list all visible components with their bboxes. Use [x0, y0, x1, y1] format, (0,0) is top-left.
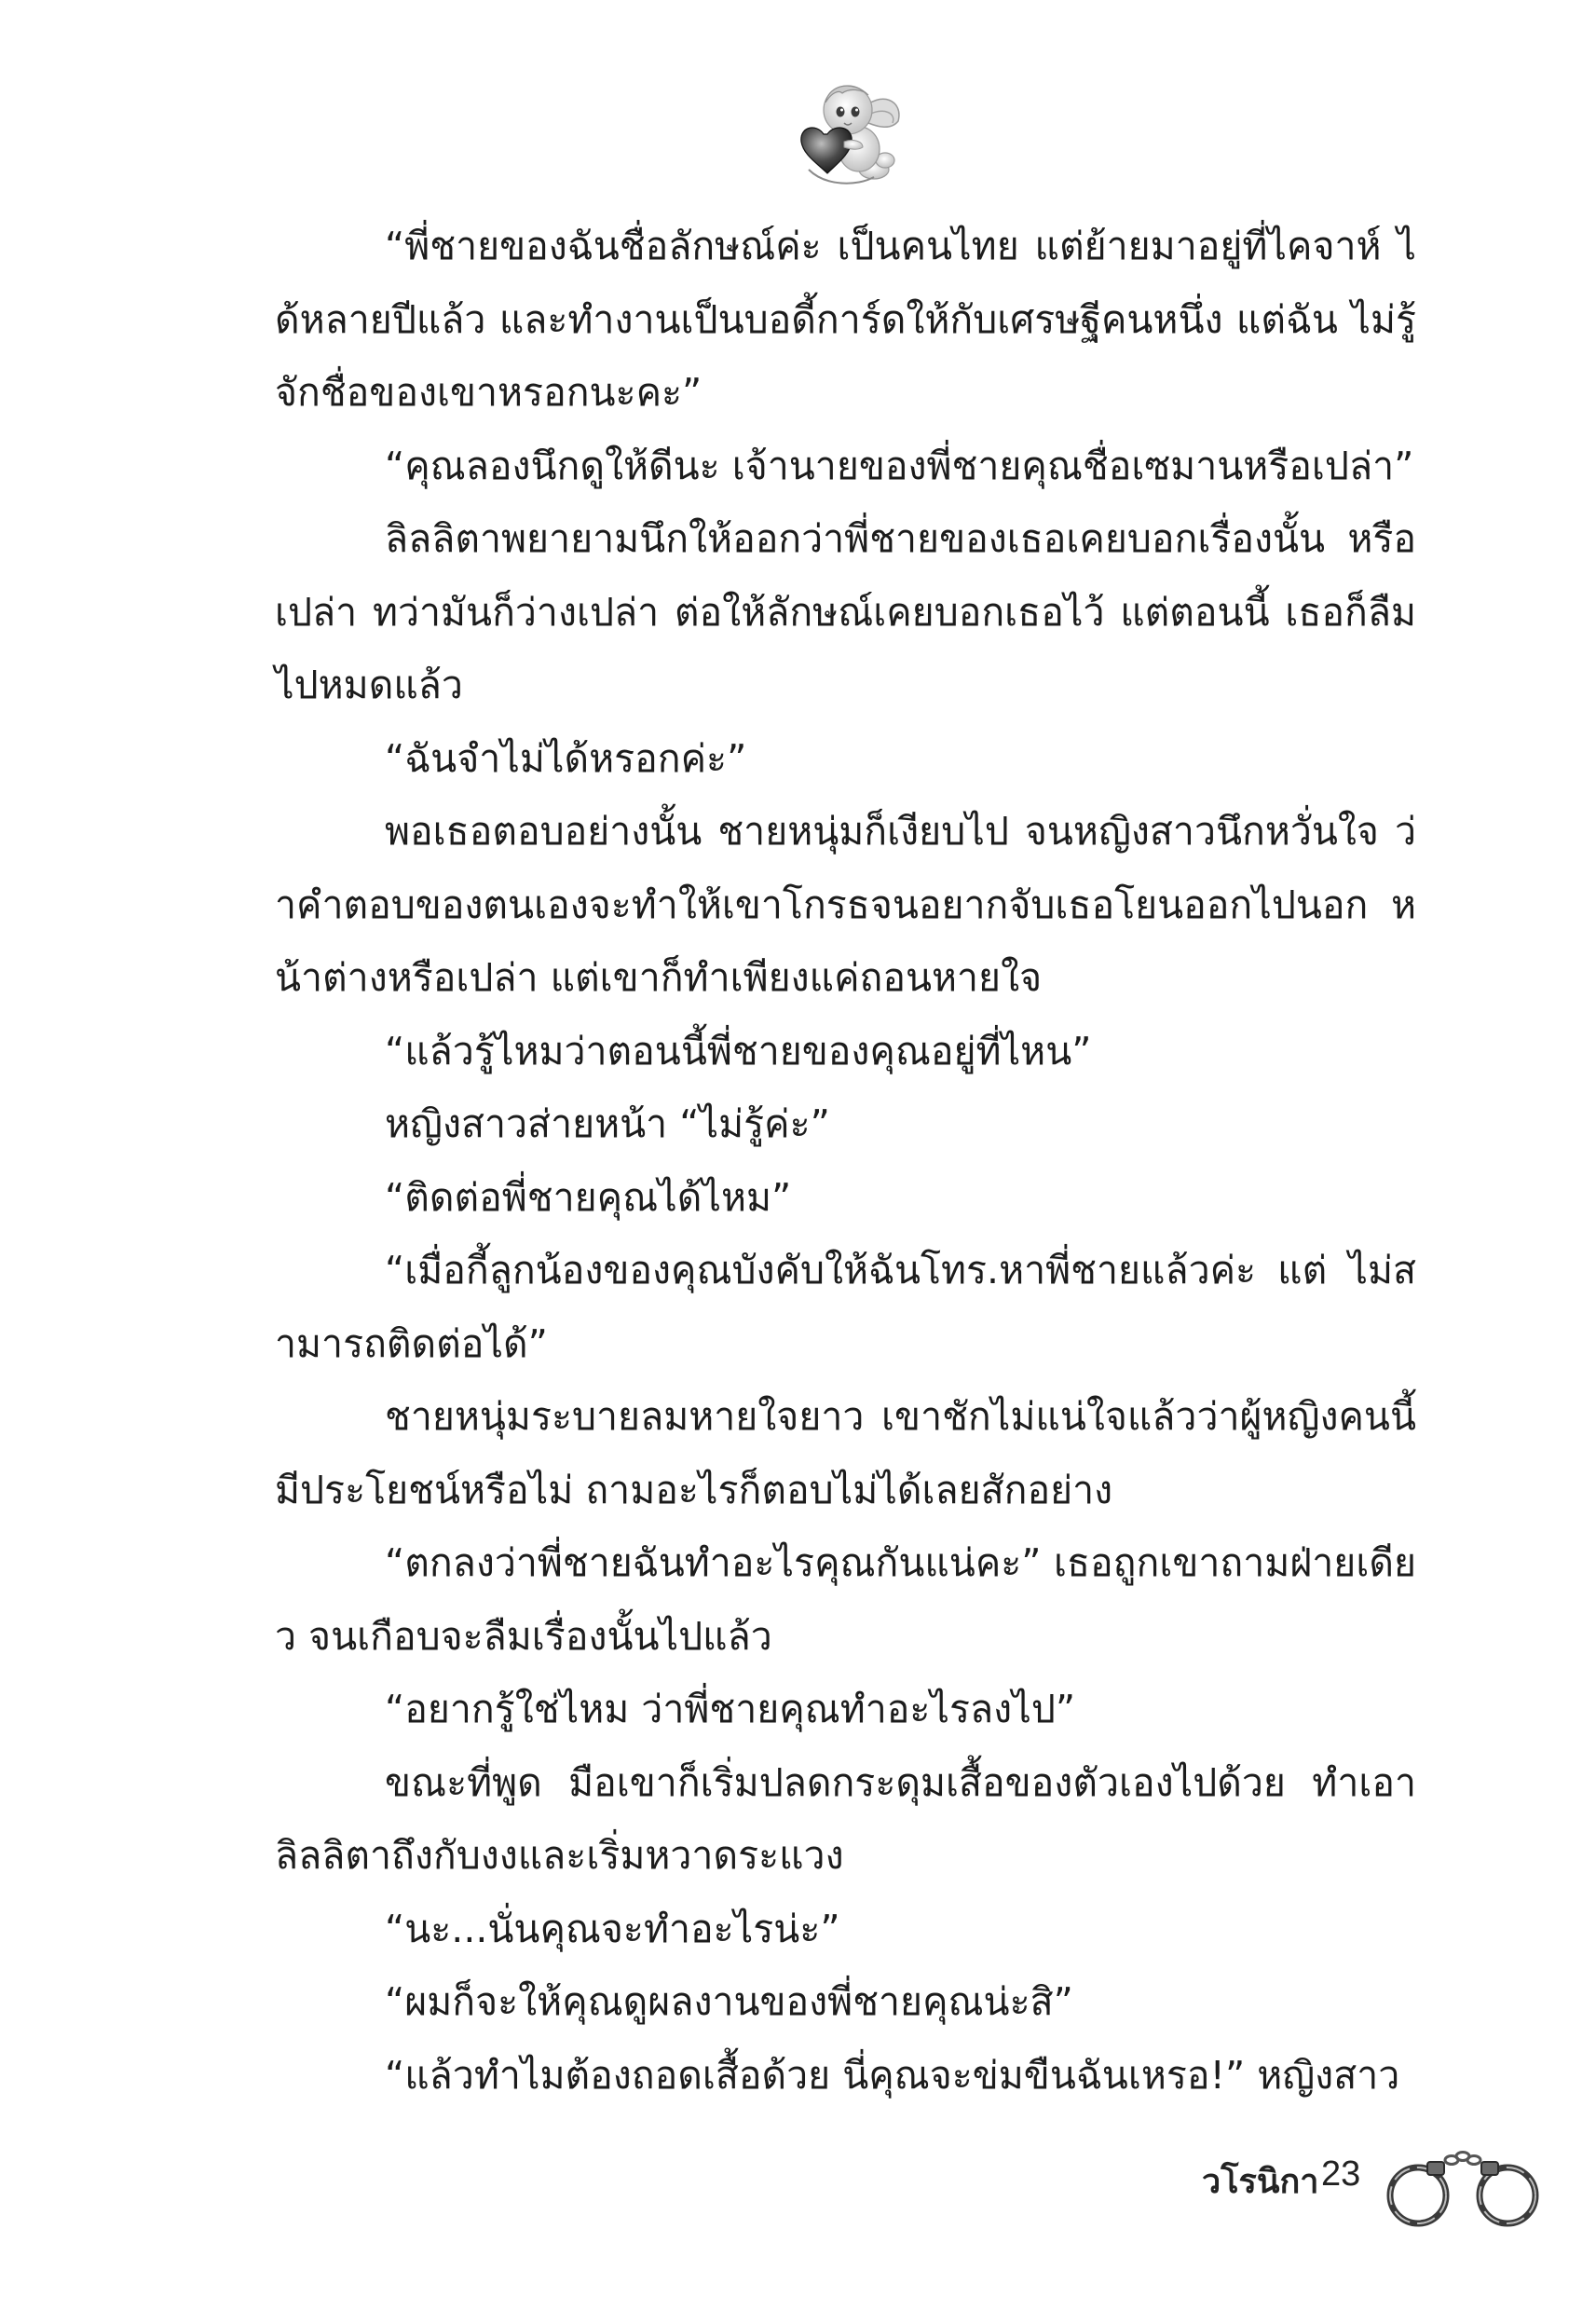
paragraph: ลิลลิตาพยายามนึกให้ออกว่าพี่ชายของเธอเคยบอกเรื่องนั้น หรือเปล่า ทว่ามันก็ว่างเปล่า ต่อให้ลักษณ์เคยบอกเธอไว้ แต่ตอนนี้ เธอก็ลืมไปหมดแล้ว — [275, 516, 1416, 707]
paragraph: พอเธอตอบอย่างนั้น ชายหนุ่มก็เงียบไป จนหญิงสาวนึกหวั่นใจ ว่าคำตอบของตนเองจะทำให้เขาโกรธจนอยากจับเธอโยนออกไปนอก หน้าต่างหรือเปล่า แต่เขาก็ทำเพียงแค่ถอนหายใจ — [275, 809, 1416, 1000]
paragraph: “เมื่อกี้ลูกน้องของคุณบังคับให้ฉันโทร.หาพี่ชายแล้วค่ะ แต่ ไม่สามารถติดต่อได้” — [275, 1248, 1416, 1366]
paragraph: “พี่ชายของฉันชื่อลักษณ์ค่ะ เป็นคนไทย แต่ย้ายมาอยู่ที่ไคจาห์ ได้หลายปีแล้ว และทำงานเป็นบอดี้การ์ดให้กับเศรษฐีคนหนึ่ง แต่ฉัน ไม่รู้จักชื่อของเขาหรอกนะคะ” — [275, 224, 1416, 415]
paragraph: “แล้วทำไมต้องถอดเสื้อด้วย นี่คุณจะข่มขืนฉันเหรอ!” หญิงสาว — [385, 2052, 1400, 2098]
body-text — [275, 210, 1416, 2112]
paragraph: “ผมก็จะให้คุณดูผลงานของพี่ชายคุณน่ะสิ” — [385, 1979, 1073, 2024]
cherub-heart-icon — [788, 73, 909, 194]
page-number: 23 — [1321, 2154, 1361, 2194]
paragraph: ขณะที่พูด มือเขาก็เริ่มปลดกระดุมเสื้อของตัวเองไปด้วย ทำเอา ลิลลิตาถึงกับงงและเริ่มหวาดระแวง — [275, 1759, 1416, 1878]
book-title: วโรนิกา — [1202, 2163, 1319, 2201]
paragraph: “นะ...นั่นคุณจะทำอะไรน่ะ” — [385, 1906, 840, 1951]
paragraph: “ฉันจำไม่ได้หรอกค่ะ” — [385, 735, 747, 781]
paragraph: “ตกลงว่าพี่ชายฉันทำอะไรคุณกันแน่คะ” เธอถูกเขาถามฝ่ายเดียว จนเกือบจะลืมเรื่องนั้นไปแล้ว — [275, 1540, 1416, 1659]
page-footer — [1165, 2134, 1556, 2236]
paragraph: “ติดต่อพี่ชายคุณได้ไหม” — [385, 1174, 792, 1220]
paragraph: “แล้วรู้ไหมว่าตอนนี้พี่ชายของคุณอยู่ที่ไหน” — [385, 1028, 1092, 1073]
handcuffs-icon — [1379, 2134, 1547, 2236]
paragraph: “อยากรู้ใช่ไหม ว่าพี่ชายคุณทำอะไรลงไป” — [385, 1687, 1076, 1731]
paragraph: “คุณลองนึกดูให้ดีนะ เจ้านายของพี่ชายคุณชื่อเซมานหรือเปล่า” — [385, 443, 1414, 488]
paragraph: หญิงสาวส่ายหน้า “ไม่รู้ค่ะ” — [385, 1101, 830, 1146]
paragraph: ชายหนุ่มระบายลมหายใจยาว เขาชักไม่แน่ใจแล้วว่าผู้หญิงคนนี้ มีประโยชน์หรือไม่ ถามอะไรก็ตอบไม่ได้เลยสักอย่าง — [275, 1394, 1416, 1512]
